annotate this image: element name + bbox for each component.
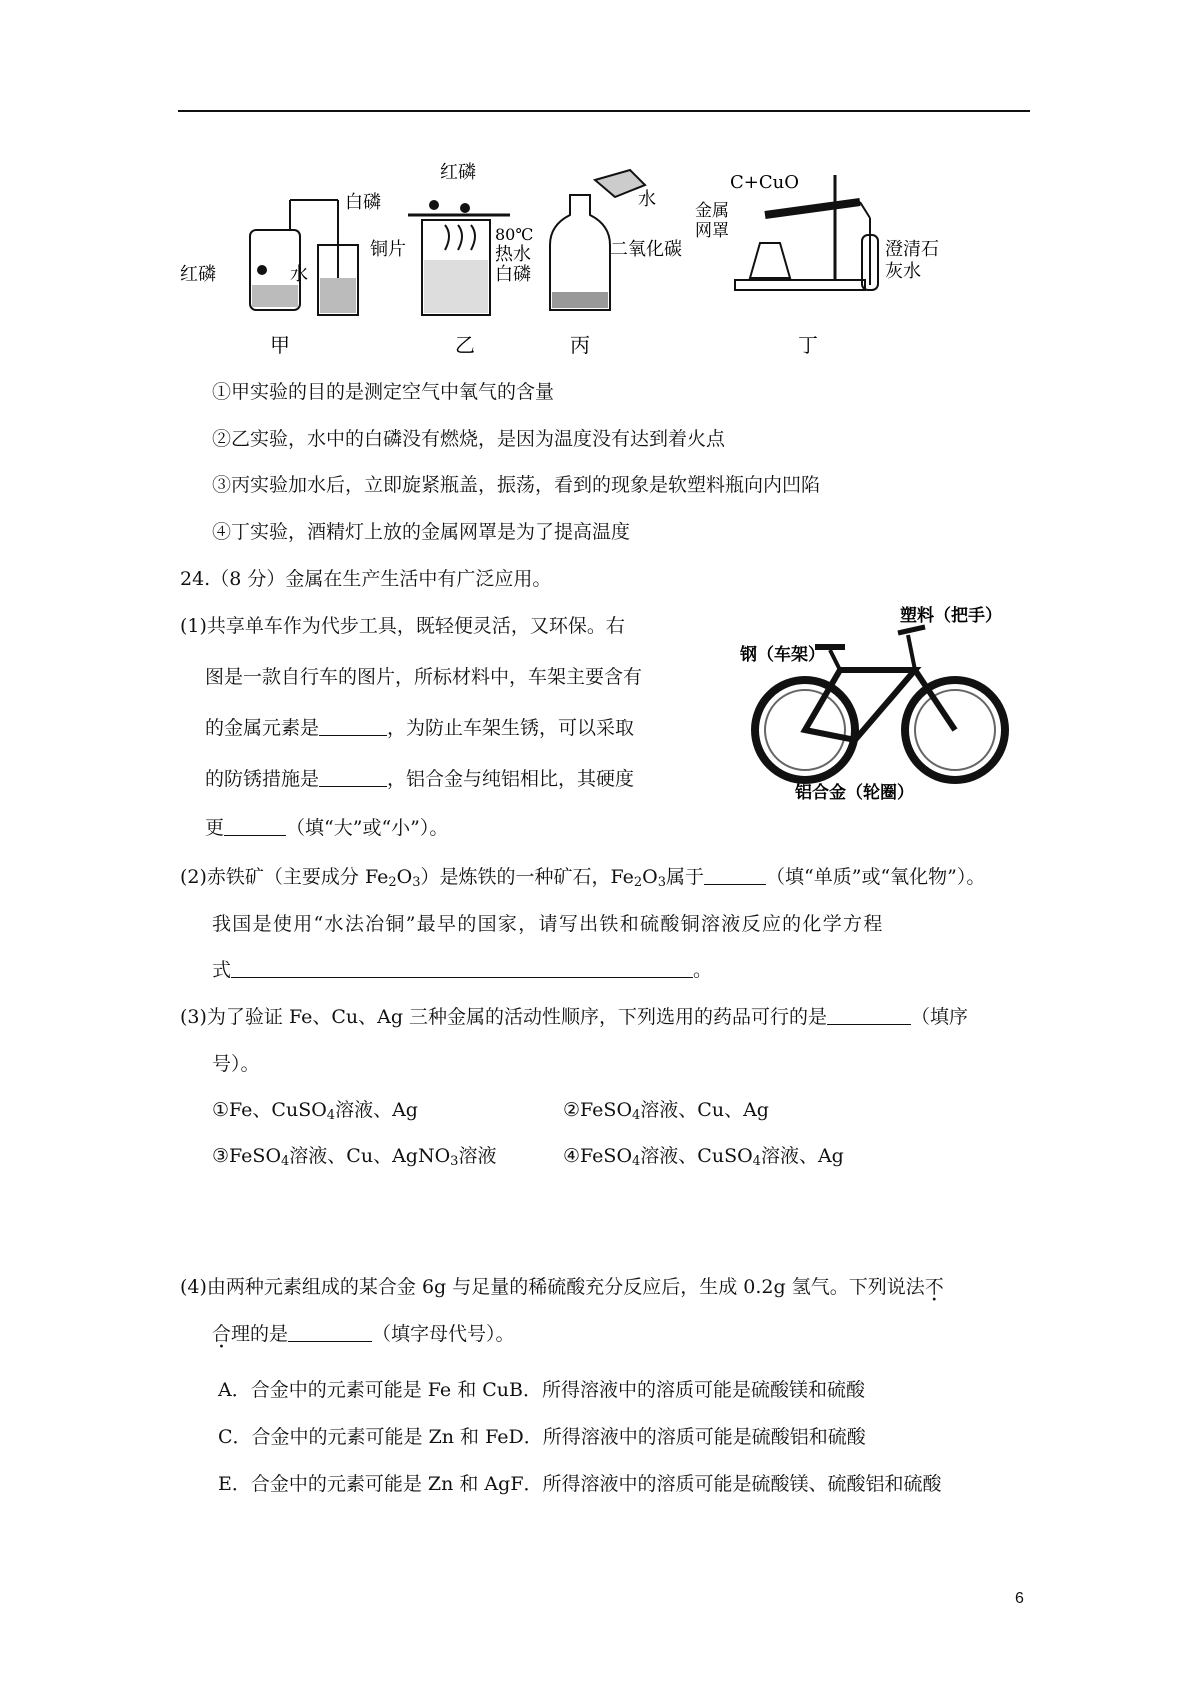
page-number: 6: [1015, 1590, 1024, 1607]
apparatus-ding: [695, 172, 939, 357]
caption-jia: 甲: [270, 333, 290, 357]
answer-blank-equation[interactable]: [231, 959, 693, 978]
q24-p1-line4: [205, 767, 634, 791]
q24-p1-line3b: ，为防止车架生锈，可以采取: [387, 717, 635, 739]
q24-p3-option-3: [212, 1144, 496, 1174]
q24-p1-line2: 图是一款自行车的图片，所标材料中，车架主要含有: [205, 666, 643, 688]
option-text: F．所得溶液中的溶质可能是硫酸镁、硫酸铝和硫酸: [510, 1473, 942, 1495]
apparatus-bing: [550, 170, 682, 357]
q24-p4-option-e: [218, 1472, 942, 1496]
q24-p2-line2: 我国是使用“水法冶铜”最早的国家，请写出铁和硫酸铜溶液反应的化学方程: [212, 913, 884, 935]
q24-p4-line2b: （填字母代号）。: [372, 1323, 515, 1345]
label-hot-water: 热水: [495, 244, 531, 265]
q24-p3-line2: 号）。: [212, 1053, 260, 1075]
statement-2: ②乙实验，水中的白磷没有燃烧，是因为温度没有达到着火点: [212, 428, 726, 450]
option-text: E．合金中的元素可能是 Zn 和 Ag: [218, 1473, 511, 1495]
option-text: 溶液: [458, 1145, 497, 1167]
subscript: 4: [281, 1154, 290, 1169]
subscript: 3: [450, 1154, 459, 1169]
header-rule: [178, 110, 1030, 112]
option-text: 溶液、Ag: [335, 1099, 418, 1121]
q24-p2-line1b: ）是炼铁的一种矿石，Fe: [420, 866, 634, 888]
q24-p3-line1b: （填序: [911, 1006, 969, 1028]
option-text: 溶液、Cu、Ag: [640, 1099, 769, 1121]
q24-p2-line1c: 属于: [666, 866, 705, 888]
emphasis-not: 不: [924, 1276, 944, 1298]
bicycle-image: [740, 605, 1030, 805]
label-plastic-handle: 塑料（把手）: [900, 606, 1002, 626]
q24-p3-option-4: [563, 1144, 844, 1174]
q24-p4-line2a: 理的是: [231, 1323, 289, 1345]
subscript: 4: [752, 1154, 761, 1169]
answer-blank-reagents[interactable]: [827, 1006, 911, 1025]
q24-p1-line5b: （填“大”或“小”）。: [286, 817, 449, 839]
label-c-cuo: C+CuO: [730, 172, 799, 193]
subscript: 3: [412, 875, 421, 890]
q24-p2-line3b: 。: [693, 959, 713, 981]
q24-p4-line1: [180, 1275, 944, 1299]
answer-blank-unreasonable[interactable]: [288, 1323, 372, 1342]
label-mesh-cover: 网罩: [695, 221, 729, 241]
option-text: 溶液、CuSO: [640, 1145, 753, 1167]
q24-title: 24.（8 分）金属在生产生活中有广泛应用。: [180, 568, 552, 590]
option-text: A．合金中的元素可能是 Fe 和 Cu: [218, 1379, 510, 1401]
q24-p4-option-a: [218, 1378, 865, 1402]
option-text: 溶液、Cu、AgNO: [289, 1145, 451, 1167]
answer-blank-frame-element[interactable]: [319, 717, 387, 736]
label-steel-frame: 钢（车架）: [740, 645, 825, 665]
q24-p2-line1: [180, 865, 985, 895]
label-limewater-2: 灰水: [885, 261, 921, 282]
label-white-phosphorus-top: 白磷: [345, 192, 381, 213]
q24-p4-line2: [212, 1322, 515, 1346]
label-red-phosphorus-yi: 红磷: [440, 162, 476, 183]
q24-p4-option-c: [218, 1425, 866, 1449]
option-text: C．合金中的元素可能是 Zn 和 Fe: [218, 1426, 509, 1448]
option-text: ③FeSO: [212, 1145, 282, 1167]
subscript: 2: [633, 875, 643, 890]
label-limewater-1: 澄清石: [885, 239, 939, 260]
q24-p4-line1a: (4)由两种元素组成的某合金 6g 与足量的稀硫酸充分反应后，生成 0.2g 氢气。下列说法: [180, 1276, 925, 1298]
caption-yi: 乙: [455, 333, 475, 357]
label-white-phosphorus-water: 白磷: [495, 264, 531, 285]
subscript: 4: [632, 1108, 641, 1123]
caption-ding: 丁: [798, 333, 818, 357]
oxygen-symbol: O: [396, 866, 413, 888]
q24-p3-line1a: (3)为了验证 Fe、Cu、Ag 三种金属的活动性顺序，下列选用的药品可行的是: [180, 1006, 828, 1028]
subscript: 2: [388, 875, 397, 890]
answer-blank-rust-prevention[interactable]: [319, 768, 387, 787]
option-text: ①Fe、CuSO: [212, 1099, 327, 1121]
option-text: ②FeSO: [563, 1099, 633, 1121]
q24-p1-line4a: 的防锈措施是: [205, 768, 320, 790]
subscript: 4: [326, 1108, 336, 1123]
label-80c: 80℃: [495, 225, 534, 244]
label-red-phosphorus-jia: 红磷: [180, 264, 216, 285]
q24-p3-option-2: [563, 1098, 769, 1128]
option-text: D．所得溶液中的溶质可能是硫酸铝和硫酸: [508, 1426, 866, 1448]
q24-p2-line1a: (2)赤铁矿（主要成分 Fe: [180, 866, 389, 888]
caption-bing: 丙: [570, 333, 590, 357]
subscript: 4: [632, 1154, 641, 1169]
statement-1: ①甲实验的目的是测定空气中氧气的含量: [212, 381, 555, 403]
q24-p2-line3: [212, 958, 712, 982]
answer-blank-fe2o3-class[interactable]: [704, 866, 766, 885]
answer-blank-hardness[interactable]: [224, 817, 286, 836]
apparatus-yi: [345, 162, 533, 357]
label-metal: 金属: [695, 201, 729, 221]
option-text: ④FeSO: [563, 1145, 633, 1167]
q24-p1-line5: [205, 816, 448, 840]
option-text: B．所得溶液中的溶质可能是硫酸镁和硫酸: [509, 1379, 865, 1401]
q24-p1-line3: [205, 716, 634, 740]
statement-3: ③丙实验加水后，立即旋紧瓶盖，振荡，看到的现象是软塑料瓶向内凹陷: [212, 474, 821, 496]
label-water-jia: 水: [290, 264, 308, 285]
q24-p3-option-1: [212, 1098, 418, 1128]
label-co2: 二氧化碳: [610, 239, 682, 260]
label-copper-sheet: 铜片: [370, 239, 406, 260]
q24-p1-line1: (1)共享单车作为代步工具，既轻便灵活，又环保。右: [180, 615, 625, 637]
option-text: 溶液、Ag: [760, 1145, 844, 1167]
q24-p3-line1: [180, 1005, 968, 1029]
subscript: 3: [657, 875, 667, 890]
emphasis-he: 合: [212, 1323, 232, 1345]
q24-p1-line3a: 的金属元素是: [205, 717, 320, 739]
q24-p2-line3a: 式: [212, 959, 232, 981]
oxygen-symbol: O: [642, 866, 658, 888]
apparatus-figure: [180, 160, 1030, 357]
q24-p1-line4b: ，铝合金与纯铝相比，其硬度: [387, 768, 635, 790]
label-water-bing: 水: [638, 189, 656, 210]
statement-4: ④丁实验，酒精灯上放的金属网罩是为了提高温度: [212, 521, 631, 543]
q24-p2-line1d: （填“单质”或“氧化物”）。: [766, 866, 986, 888]
q24-p1-line5a: 更: [205, 817, 225, 839]
label-aluminum-rim: 铝合金（轮圈）: [795, 783, 914, 803]
apparatus-jia: [180, 200, 358, 357]
